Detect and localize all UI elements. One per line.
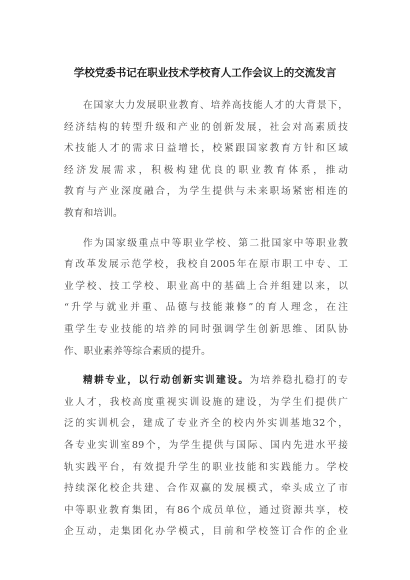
paragraph-line: 教育和培训。 <box>64 207 123 219</box>
paragraph-line: 持续深化校企共建、合作双赢的发展模式，牵头成立了市 <box>64 483 348 495</box>
document-body <box>64 95 348 551</box>
paragraph-line: 经济发展需求，积极构建优良的职业教育体系，推动 <box>64 164 348 176</box>
paragraph-line: 各专业实训室89个，为学生提供与国际、国内先进水平接 <box>64 439 348 451</box>
document-title: 学校党委书记在职业技术学校育人工作会议上的交流发言 <box>73 67 337 79</box>
paragraph-line: 企互动，走集团化办学模式，目前和学校签订合作的企业 <box>64 526 348 538</box>
paragraph-line-rest: 为培养稳扎稳打的专 <box>249 375 348 387</box>
paragraph-line: 业学校、技工学校、职业高中的基础上合并组建以来，以 <box>64 280 348 292</box>
paragraph-2 <box>64 233 348 363</box>
paragraph-3 <box>64 370 348 543</box>
paragraph-line <box>64 370 348 392</box>
paragraph-lead: 精耕专业，以行动创新实训建设。 <box>83 375 250 387</box>
paragraph-line: 作为国家级重点中等职业学校、第二批国家中等职业教 <box>83 237 348 249</box>
paragraph-line: “升学与就业并重、品德与技能兼修”的育人理念，在注 <box>64 302 348 314</box>
paragraph-line: 业人才，我校高度重视实训设施的建设，为学生们提供广 <box>64 396 348 408</box>
paragraph-line: 轨实践平台，有效提升学生的职业技能和实践能力。学校 <box>64 461 348 473</box>
paragraph-line: 重学生专业技能的培养的同时强调学生创新思维、团队协 <box>64 323 348 335</box>
paragraph-line: 中等职业教育集团，有86个成员单位，通过资源共享，校 <box>64 504 348 516</box>
paragraph-1 <box>64 95 348 225</box>
paragraph-line: 作、职业素养等综合素质的提升。 <box>64 345 211 357</box>
paragraph-line: 术技能人才的需求日益增长，校紧跟国家教育方针和区域 <box>64 143 348 155</box>
paragraph-line: 经济结构的转型升级和产业的创新发展，社会对高素质技 <box>64 121 348 133</box>
paragraph-line: 教育与产业深度融合，为学生提供与未来职场紧密相连的 <box>64 186 348 198</box>
paragraph-line: 泛的实训机会，建成了专业齐全的校内外实训基地32个， <box>64 418 348 430</box>
paragraph-line: 育改革发展示范学校，我校自2005年在原市职工中专、工 <box>64 259 348 271</box>
paragraph-line: 在国家大力发展职业教育、培养高技能人才的大背景下， <box>83 100 348 111</box>
